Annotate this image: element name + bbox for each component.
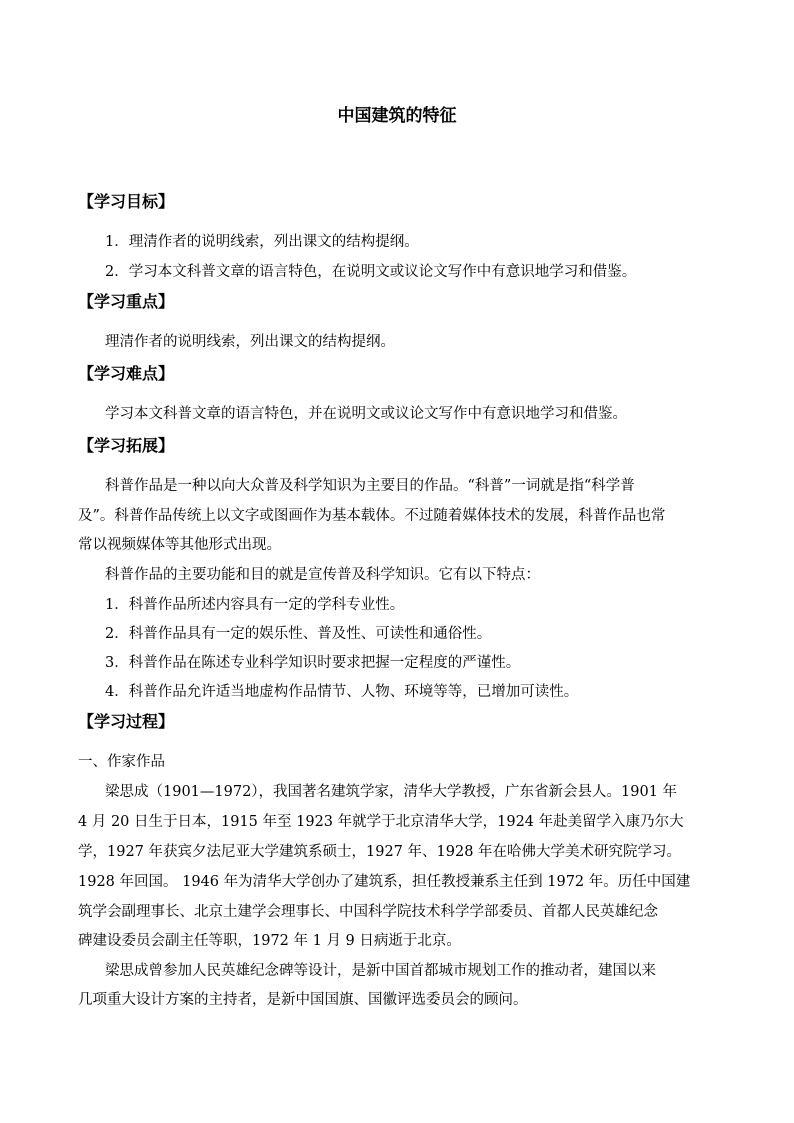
objective-item-1: 1．理清作者的说明线索，列出课文的结构提纲。 — [105, 234, 419, 250]
process-para1-line: 1928 年回国。 1946 年为清华大学创办了建筑系，担任教授兼系主任到 1972 年。历任中国建 — [78, 874, 691, 890]
process-para2-line: 几项重大设计方案的主持者，是新中国国旗、国徽评选委员会的顾问。 — [78, 992, 528, 1008]
extension-heading: 【学习拓展】 — [78, 436, 175, 455]
difficulties-heading: 【学习难点】 — [78, 364, 175, 383]
extension-item-1: 1．科普作品所述内容具有一定的学科专业性。 — [105, 597, 405, 613]
extension-item-3: 3．科普作品在陈述专业科学知识时要求把握一定程度的严谨性。 — [105, 655, 521, 671]
process-para1-line: 碑建设委员会副主任等职，1972 年 1 月 9 日病逝于北京。 — [78, 933, 461, 949]
extension-para2: 科普作品的主要功能和目的就是宣传普及科学知识。它有以下特点： — [105, 567, 540, 583]
key-points-text: 理清作者的说明线索，列出课文的结构提纲。 — [105, 334, 395, 350]
extension-para1-line: 常以视频媒体等其他形式出现。 — [78, 537, 281, 553]
document-title: 中国建筑的特征 — [337, 106, 457, 126]
process-para1-line: 学，1927 年获宾夕法尼亚大学建筑系硕士，1927 年、1928 年在哈佛大学美术研究院学习。 — [78, 844, 682, 860]
key-points-heading: 【学习重点】 — [78, 292, 175, 311]
process-para1-line: 梁思成（1901—1972），我国著名建筑学家，清华大学教授，广东省新会县人。1901 年 — [105, 784, 678, 800]
process-para1-line: 筑学会副理事长、北京土建学会理事长、中国科学院技术科学学部委员、首都人民英雄纪念 — [78, 904, 658, 920]
extension-item-4: 4．科普作品允许适当地虚构作品情节、人物、环境等等，已增加可读性。 — [105, 684, 579, 700]
difficulties-text: 学习本文科普文章的语言特色，并在说明文或议论文写作中有意识地学习和借鉴。 — [105, 406, 627, 422]
extension-item-2: 2．科普作品具有一定的娱乐性、普及性、可读性和通俗性。 — [105, 626, 492, 642]
process-para1-line: 4 月 20 日生于日本，1915 年至 1923 年就学于北京清华大学，1924 年赴美留学入康乃尔大 — [78, 814, 684, 830]
process-subheading: 一、作家作品 — [78, 754, 165, 770]
extension-para1-line: 及”。科普作品传统上以文字或图画作为基本载体。不过随着媒体技术的发展，科普作品也常 — [78, 508, 666, 524]
extension-para1-line: 科普作品是一种以向大众普及科学知识为主要目的作品。“科普”一词就是指“科学普 — [105, 478, 635, 494]
objectives-heading: 【学习目标】 — [78, 192, 175, 211]
process-para2-line: 梁思成曾参加人民英雄纪念碑等设计，是新中国首都城市规划工作的推动者，建国以来 — [105, 963, 656, 979]
objective-item-2: 2．学习本文科普文章的语言特色，在说明文或议论文写作中有意识地学习和借鉴。 — [105, 264, 637, 280]
process-heading: 【学习过程】 — [78, 712, 175, 731]
